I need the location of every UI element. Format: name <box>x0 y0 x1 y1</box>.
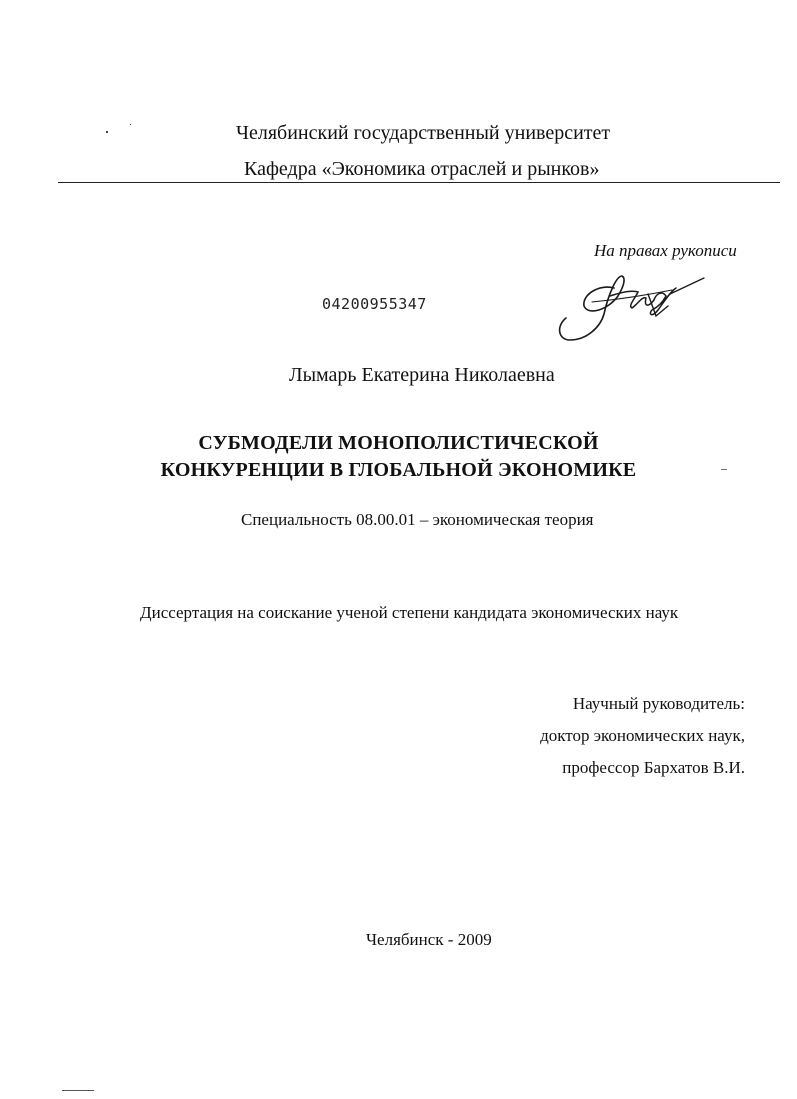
department-name: Кафедра «Экономика отраслей и рынков» <box>244 158 600 180</box>
city-year: Челябинск - 2009 <box>366 930 492 949</box>
advisor-name: профессор Бархатов В.И. <box>562 758 745 777</box>
thesis-title-line-1: СУБМОДЕЛИ МОНОПОЛИСТИЧЕСКОЙ <box>198 432 599 454</box>
header-divider <box>58 182 780 183</box>
author-name: Лымарь Екатерина Николаевна <box>289 364 555 386</box>
dissertation-description: Диссертация на соискание ученой степени кандидата экономических наук <box>140 603 679 622</box>
advisor-label: Научный руководитель: <box>572 694 745 713</box>
specialty: Специальность 08.00.01 – экономическая теория <box>241 510 594 529</box>
university-name: Челябинский государственный университет <box>236 122 611 144</box>
handwritten-signature <box>552 266 712 346</box>
advisor-degree: доктор экономических наук, <box>540 726 745 745</box>
catalog-number: 04200955347 <box>322 295 427 313</box>
scan-speck <box>721 469 727 470</box>
thesis-title-line-2: КОНКУРЕНЦИИ В ГЛОБАЛЬНОЙ ЭКОНОМИКЕ <box>160 459 637 481</box>
scan-speck <box>130 124 131 125</box>
scan-mark <box>62 1090 94 1091</box>
scan-speck <box>106 131 108 133</box>
rights-note: На правах рукописи <box>594 241 737 260</box>
